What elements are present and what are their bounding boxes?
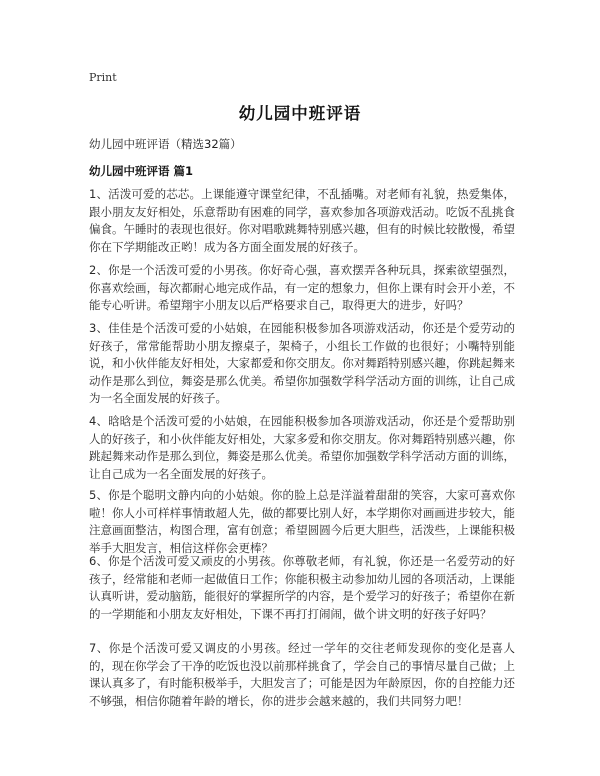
print-link[interactable]: Print — [89, 71, 117, 84]
comment-paragraph: 5、你是个聪明文静内向的小姑娘。你的脸上总是洋溢着甜甜的笑容，大家可喜欢你啦！你人小可样样事情敢超人先，做的都要比别人好，本学期你对画画进步较大，能注意画面整洁，构图合理，富有创意；希望圆圆今后更大胆些，活泼些，上课能积极举手大胆发言，相信这样你会更棒？ — [89, 488, 515, 555]
comment-paragraph: 3、佳佳是个活泼可爱的小姑娘，在园能积极参加各项游戏活动，你还是个爱劳动的好孩子，常常能帮助小朋友擦桌子，架椅子，小组长工作做的也很好；小嘴特别能说，和小伙伴能友好相处，大家都爱和你交朋友。你对舞蹈特别感兴趣，你跳起舞来动作是那么到位，舞姿是那么优美。希望你加强数学科学活动方面的训练，让自己成为一名全面发展的好孩子。 — [89, 321, 515, 406]
comment-paragraph: 2、你是一个活泼可爱的小男孩。你好奇心强，喜欢摆弄各种玩具，探索欲望强烈，你喜欢绘画，每次都耐心地完成作品，有一定的想象力，但你上课有时会开小差，不能专心听讲。希望翔宇小朋友以后严格要求自己，取得更大的进步，好吗？ — [89, 263, 515, 313]
comment-paragraph: 7、你是个活泼可爱又调皮的小男孩。经过一学年的交往老师发现你的变化是喜人的，现在你学会了干净的吃饭也没以前那样挑食了，学会自己的事情尽量自己做；上课认真多了，有时能积极举手，大胆发言了；可能是因为年龄原因，你的自控能力还不够强，相信你随着年龄的增长，你的进步会越来越的，我们共同努力吧！ — [89, 641, 515, 708]
comment-paragraph: 4、晗晗是个活泼可爱的小姑娘，在园能积极参加各项游戏活动，你还是个爱帮助别人的好孩子，和小伙伴能友好相处，大家多爱和你交朋友。你对舞蹈特别感兴趣，你跳起舞来动作是那么到位，舞姿是那么优美。希望你加强数学科学活动方面的训练，让自己成为一名全面发展的好孩子。 — [89, 414, 515, 481]
page-title: 幼儿园中班评语 — [238, 104, 362, 123]
section-heading: 幼儿园中班评语 篇1 — [89, 164, 194, 178]
document-subtitle: 幼儿园中班评语（精选32篇） — [89, 137, 242, 151]
comment-paragraph: 6、你是个活泼可爱又顽皮的小男孩。你尊敬老师，有礼貌，你还是一名爱劳动的好孩子，经常能和老师一起做值日工作；你能积极主动参加幼儿园的各项活动，上课能认真听讲，爱动脑筋，能很好的掌握所学的内容，是个爱学习的好孩子；希望你在新的一学期能和小朋友友好相处，下课不再打打闹闹，做个讲文明的好孩子好吗？ — [89, 554, 515, 621]
comment-paragraph: 1、活泼可爱的芯芯。上课能遵守课堂纪律，不乱插嘴。对老师有礼貌，热爱集体，跟小朋友友好相处，乐意帮助有困难的同学，喜欢参加各项游戏活动。吃饭不乱挑食偏食。午睡时的表现也很好。你对唱歌跳舞特别感兴趣，但有的时候比较散慢，希望你在下学期能改正哟！成为各方面全面发展的好孩子。 — [89, 187, 515, 254]
